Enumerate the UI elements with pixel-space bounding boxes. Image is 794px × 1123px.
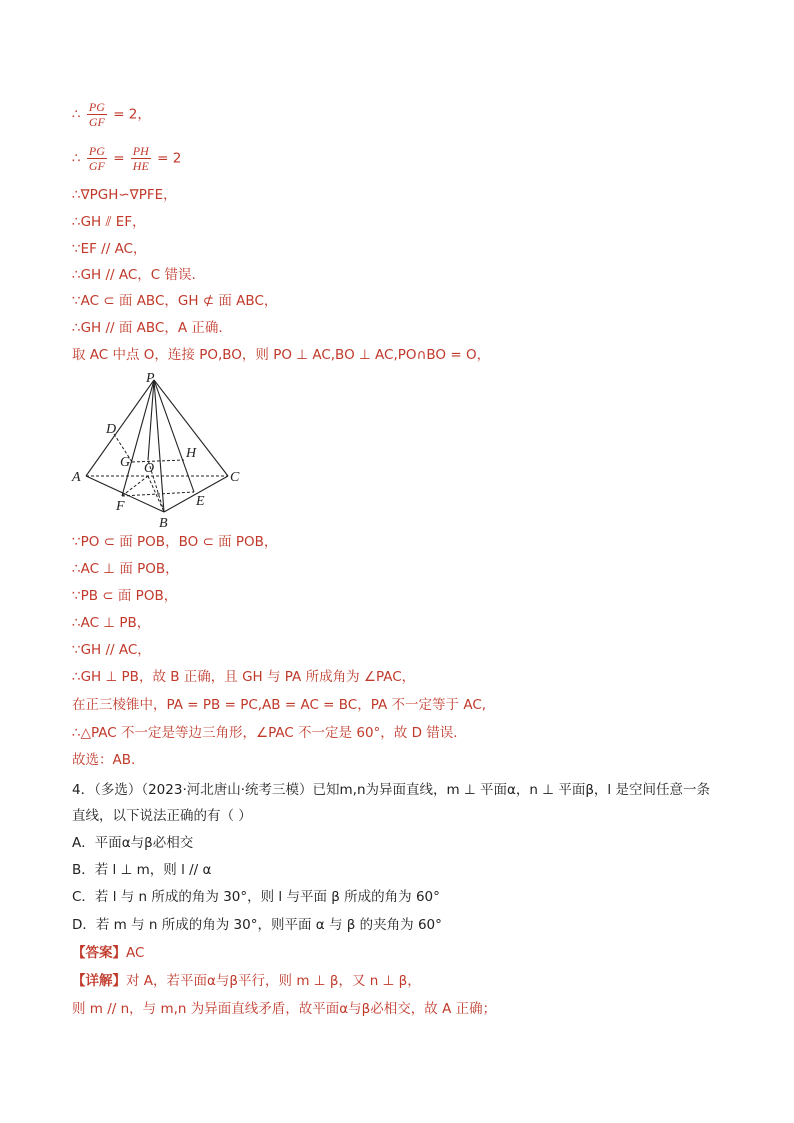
line-fo-dashed <box>122 476 148 496</box>
detail-line-2: 则 m // n，与 m,n 为异面直线矛盾，故平面α与β必相交，故 A 正确； <box>72 1001 497 1017</box>
answer-value: AC <box>126 945 145 961</box>
label-f: F <box>116 499 125 514</box>
option-d: D．若 m 与 n 所成的角为 30°，则平面 α 与 β 的夹角为 60° <box>72 917 442 933</box>
solution-line-1: ∴ $\frac{PG}{GF}$ = 2， <box>72 100 151 129</box>
therefore-symbol: ∴ <box>72 106 81 123</box>
solution-line-2: ∴ $\frac{PG}{GF}$ = $\frac{PH}{HE}$ = 2 <box>72 144 182 173</box>
option-b: B．若 l ⊥ m，则 l // α <box>72 862 212 878</box>
label-p: P <box>146 371 155 386</box>
fraction-pg-gf: $\frac{PG}{GF}$ <box>88 100 105 129</box>
solution-line-10: ∵PO ⊂ 面 POB，BO ⊂ 面 POB， <box>72 534 278 550</box>
fraction-ph-he: $\frac{PH}{HE}$ <box>132 144 149 173</box>
label-e: E <box>196 494 205 509</box>
solution-line-4: ∴GH ⫽ EF， <box>72 214 146 230</box>
edge-pc <box>154 380 228 476</box>
solution-line-18: 故选：AB. <box>72 752 136 768</box>
solution-line-9: 取 AC 中点 O，连接 PO,BO，则 PO ⊥ AC,BO ⊥ AC,PO∩BO = O， <box>72 347 491 363</box>
therefore-symbol: ∴ <box>72 150 81 167</box>
detail-text-1: 对 A，若平面α与β平行，则 m ⊥ β，又 n ⊥ β， <box>126 973 421 989</box>
solution-line-5: ∵EF // AC， <box>72 241 147 257</box>
solution-line-8: ∴GH // 面 ABC，A 正确. <box>72 320 223 336</box>
solution-line-11: ∴AC ⊥ 面 POB， <box>72 561 179 577</box>
question-stem: 4．（多选）（2023·河北唐山·统考三模）已知m,n为异面直线，m ⊥ 平面α，n ⊥ 平面β，l 是空间任意一条直线，以下说法正确的有（ ） <box>72 782 710 824</box>
line-pe <box>154 380 194 492</box>
option-a: A．平面α与β必相交 <box>72 835 194 851</box>
solution-line-7: ∵AC ⊂ 面 ABC，GH ⊄ 面 ABC， <box>72 293 278 309</box>
solution-line-3: ∴∇PGH∽∇PFE， <box>72 187 177 203</box>
label-a: A <box>72 470 81 485</box>
solution-line-15: ∴GH ⊥ PB，故 B 正确，且 GH 与 PA 所成角为 ∠PAC， <box>72 669 416 685</box>
label-c: C <box>230 470 240 485</box>
pyramid-figure <box>66 370 256 530</box>
label-g: G <box>120 455 131 470</box>
detail-label: 【详解】 <box>72 973 126 989</box>
label-o: O <box>144 461 155 476</box>
label-d: D <box>106 422 117 437</box>
detail-line-1 <box>72 972 421 990</box>
solution-line-12: ∵PB ⊂ 面 POB， <box>72 588 178 604</box>
solution-line-16: 在正三棱锥中，PA = PB = PC,AB = AC = BC，PA 不一定等于 AC, <box>72 697 487 713</box>
line-gh-dashed <box>132 460 184 462</box>
solution-line-13: ∴AC ⊥ PB， <box>72 615 151 631</box>
fraction-pg-gf: $\frac{PG}{GF}$ <box>88 144 105 173</box>
answer-line <box>72 944 144 962</box>
answer-label: 【答案】 <box>72 945 126 961</box>
solution-line-17: ∴△PAC 不一定是等边三角形，∠PAC 不一定是 60°，故 D 错误. <box>72 725 458 741</box>
label-h: H <box>186 446 197 461</box>
solution-line-6: ∴GH // AC，C 错误. <box>72 267 196 283</box>
label-b: B <box>159 516 168 530</box>
option-c: C．若 l 与 n 所成的角为 30°，则 l 与平面 β 所成的角为 60° <box>72 889 440 905</box>
solution-line-14: ∵GH // AC， <box>72 642 151 658</box>
